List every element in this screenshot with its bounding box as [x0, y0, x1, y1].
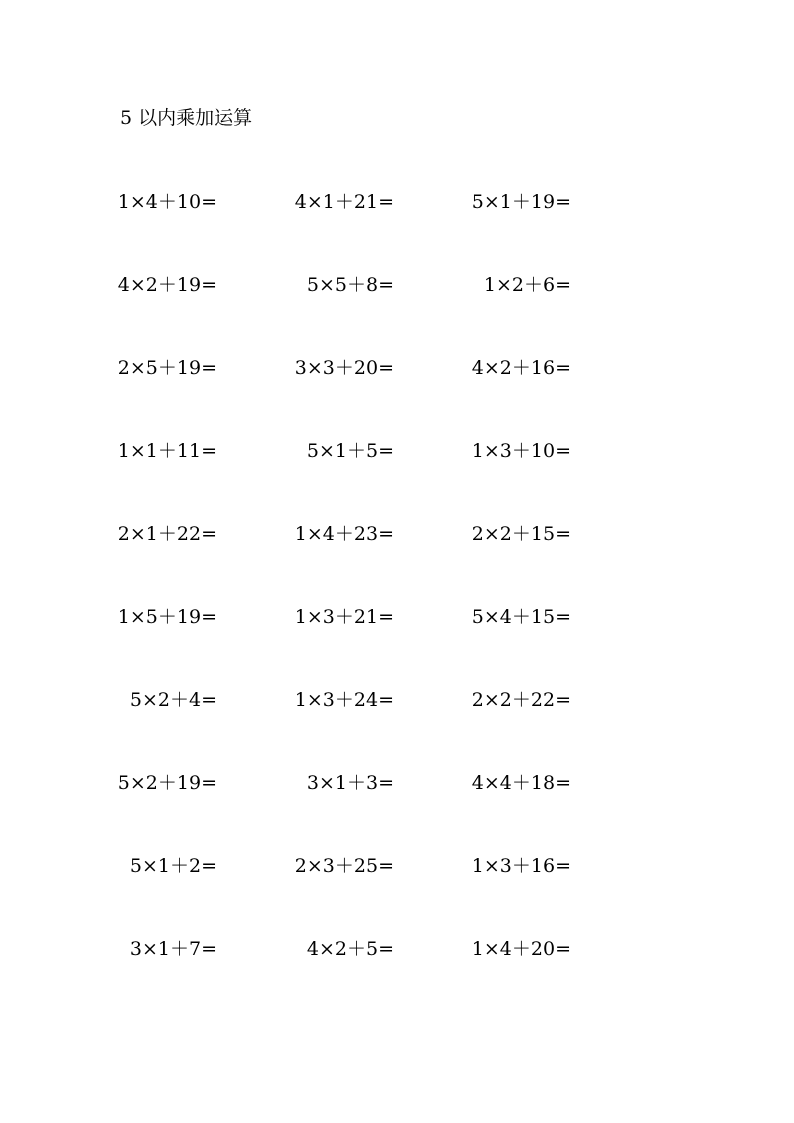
problem-item: 1×5＋19=: [117, 606, 217, 628]
problem-item: 4×2＋19=: [117, 274, 217, 296]
problem-item: 1×3＋21=: [294, 606, 394, 628]
problem-row: [100, 602, 640, 685]
problem-item: 5×5＋8=: [306, 274, 394, 296]
problem-row: [100, 353, 640, 436]
problem-item: 1×3＋24=: [294, 689, 394, 711]
problem-item: 5×1＋5=: [306, 440, 394, 462]
problem-item: 1×1＋11=: [117, 440, 217, 462]
problem-item: 1×4＋20=: [471, 938, 571, 960]
problem-row: [100, 934, 640, 1017]
problem-item: 1×4＋10=: [117, 191, 217, 213]
problem-row: [100, 851, 640, 934]
problem-row: [100, 519, 640, 602]
problem-item: 4×1＋21=: [294, 191, 394, 213]
problem-item: 2×3＋25=: [294, 855, 394, 877]
problem-item: 1×4＋23=: [294, 523, 394, 545]
problem-row: [100, 436, 640, 519]
problem-item: 3×1＋7=: [129, 938, 217, 960]
problem-row: [100, 685, 640, 768]
page-title: 5 以内乘加运算: [120, 107, 253, 129]
problem-grid: [100, 187, 640, 1017]
problem-item: 2×2＋15=: [471, 523, 571, 545]
problem-item: 5×1＋19=: [471, 191, 571, 213]
problem-item: 1×3＋10=: [471, 440, 571, 462]
problem-item: 4×2＋16=: [471, 357, 571, 379]
problem-item: 4×4＋18=: [471, 772, 571, 794]
problem-item: 5×1＋2=: [129, 855, 217, 877]
problem-item: 3×3＋20=: [294, 357, 394, 379]
problem-item: 1×2＋6=: [483, 274, 571, 296]
problem-row: [100, 270, 640, 353]
problem-item: 4×2＋5=: [306, 938, 394, 960]
problem-item: 2×2＋22=: [471, 689, 571, 711]
problem-item: 5×2＋4=: [129, 689, 217, 711]
problem-item: 5×2＋19=: [117, 772, 217, 794]
problem-item: 2×1＋22=: [117, 523, 217, 545]
problem-item: 2×5＋19=: [117, 357, 217, 379]
problem-row: [100, 187, 640, 270]
problem-item: 5×4＋15=: [471, 606, 571, 628]
problem-item: 1×3＋16=: [471, 855, 571, 877]
problem-row: [100, 768, 640, 851]
problem-item: 3×1＋3=: [306, 772, 394, 794]
